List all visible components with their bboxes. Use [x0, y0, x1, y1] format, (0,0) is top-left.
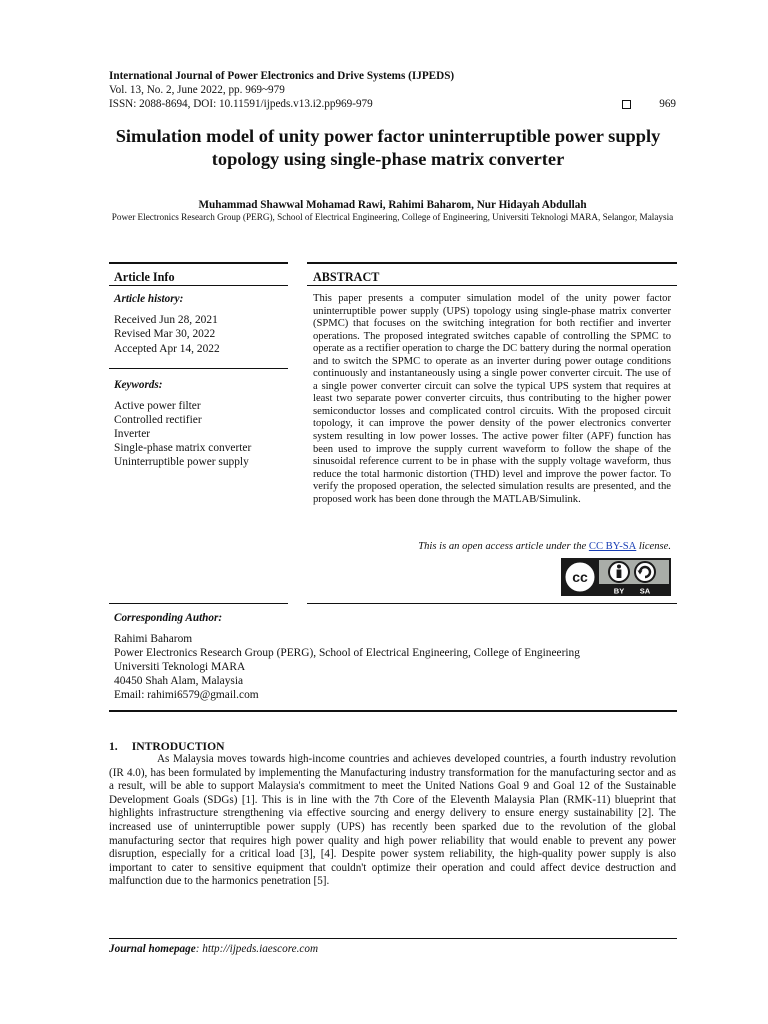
page-number: 969 [659, 98, 676, 110]
abstract-text: This paper presents a computer simulation model of the unity power factor uninterruptible power supply (UPS) topology using single-phase matrix converter (SPMC) that focuses on the switching integration for both rectifier and inverter operations. The proposed integrated switches capable of controlling the SPMC to operate as a rectifier operation to charge the DC battery during the normal operation and to switch the SPMC to operate as an inverter during power outage conditions continuously and instantaneously using a single power converter circuit. The use of a single power converter circuit can solve the typical UPS system that requires at least two separate power converter circuits, thus contributing to the higher power semiconductor losses and complicated control circuits. With the proposed circuit topology, it can improve the power density of the power electronics converter system resulting in low power losses. The active power filter (APF) function has been used to improve the supply current waveform to follow the shape of the sinusoidal reference current to be in phase with the supply voltage waveform, thus reduce the total harmonic distortion (THD) level and improve the power factor. To verify the proposed operation, the selected simulation results are presented, and the proposed work has been done through the MATLAB/Simulink. [313, 293, 671, 505]
open-access-prefix: This is an open access article under the [418, 541, 589, 552]
footer-rule [109, 938, 677, 939]
creative-commons-icon [561, 558, 671, 596]
article-info-top-rule [109, 262, 288, 264]
abstract-under-rule [307, 285, 677, 286]
journal-volume: Vol. 13, No. 2, June 2022, pp. 969~979 [109, 84, 285, 96]
corresponding-bottom-rule [109, 710, 677, 712]
journal-homepage [109, 942, 318, 956]
cc-label: cc [572, 569, 588, 585]
keyword-item: Controlled rectifier [114, 414, 202, 426]
introduction-paragraph [109, 753, 676, 889]
introduction-heading [109, 740, 224, 754]
by-label: BY [613, 586, 625, 596]
sa-label: SA [639, 586, 651, 596]
homepage-url[interactable]: : http://ijpeds.iaescore.com [195, 943, 319, 955]
keywords-bottom-rule [109, 603, 288, 604]
section-title: INTRODUCTION [131, 740, 225, 753]
corresponding-email: Email: rahimi6579@gmail.com [114, 689, 259, 701]
journal-name: International Journal of Power Electronics and Drive Systems (IJPEDS) [109, 70, 455, 82]
corresponding-affiliation: Power Electronics Research Group (PERG), School of Electrical Engineering, College of Engineering [114, 647, 580, 659]
article-history-heading: Article history: [114, 293, 184, 305]
cc-by-sa-link[interactable]: CC BY-SA [588, 541, 637, 552]
open-access-note [313, 540, 671, 553]
history-accepted: Accepted Apr 14, 2022 [114, 343, 220, 355]
introduction-text: As Malaysia moves towards high-income countries and achieves developed countries, a fourth industry revolution (IR 4.0), has been formulated by implementing the Manufacturing industry transformation for the manufacturing sector and as a result, will be able to support Malaysia's commitment to meet the United Nations Goal 9 and Goal 12 of the Sustainable Development Goals (SDGs) [1]. This is in line with the 7th Core of the Eleventh Malaysia Plan (RMK-11) blueprint that highlights infrastructure strengthening via effective sourcing and energy delivery to ensure energy sustainability [2]. The increased use of uninterruptible power supply (UPS) has recently been sparked due to the revolution of the global manufacturing sector that requires high power quality and high power reliability that would enable to prevent any power disruption, especially for a critical load [3], [4]. Despite power system reliability, the high-quality power supply is also important to cater to sensitive equipment that couldn't optimize their operation and could affect device destruction and malfunction due to the harmonics penetration [5]. [109, 753, 676, 888]
keyword-item: Inverter [114, 428, 151, 440]
keyword-item: Active power filter [114, 400, 201, 412]
open-access-suffix: license. [636, 541, 671, 552]
history-divider [109, 368, 288, 369]
corresponding-university: Universiti Teknologi MARA [114, 661, 246, 673]
abstract-heading: ABSTRACT [313, 270, 380, 284]
paper-authors: Muhammad Shawwal Mohamad Rawi, Rahimi Baharom, Nur Hidayah Abdullah [198, 199, 587, 211]
history-received: Received Jun 28, 2021 [114, 314, 218, 326]
keyword-item: Single-phase matrix converter [114, 442, 252, 454]
abstract-bottom-rule [307, 603, 677, 604]
section-number: 1. [109, 740, 118, 753]
cc-by-sa-badge[interactable] [561, 558, 671, 596]
square-bullet-icon [622, 100, 631, 109]
corresponding-address: 40450 Shah Alam, Malaysia [114, 675, 244, 687]
corresponding-author-heading: Corresponding Author: [114, 612, 223, 624]
journal-issn-doi: ISSN: 2088-8694, DOI: 10.11591/ijpeds.v13.i2.pp969-979 [109, 98, 373, 110]
keywords-heading: Keywords: [114, 379, 163, 391]
homepage-label: Journal homepage [109, 943, 196, 955]
author-affiliation: Power Electronics Research Group (PERG), School of Electrical Engineering, College of Engineering, Universiti Teknologi MARA, Selangor, Malaysia [111, 212, 674, 222]
history-revised: Revised Mar 30, 2022 [114, 328, 216, 340]
paper-title: Simulation model of unity power factor uninterruptible power supply topology using single-phase matrix converter [115, 126, 661, 169]
article-info-under-rule [109, 285, 288, 286]
corresponding-name: Rahimi Baharom [114, 633, 193, 645]
keyword-item: Uninterruptible power supply [114, 456, 249, 468]
article-info-heading: Article Info [114, 270, 175, 284]
abstract-top-rule [307, 262, 677, 264]
